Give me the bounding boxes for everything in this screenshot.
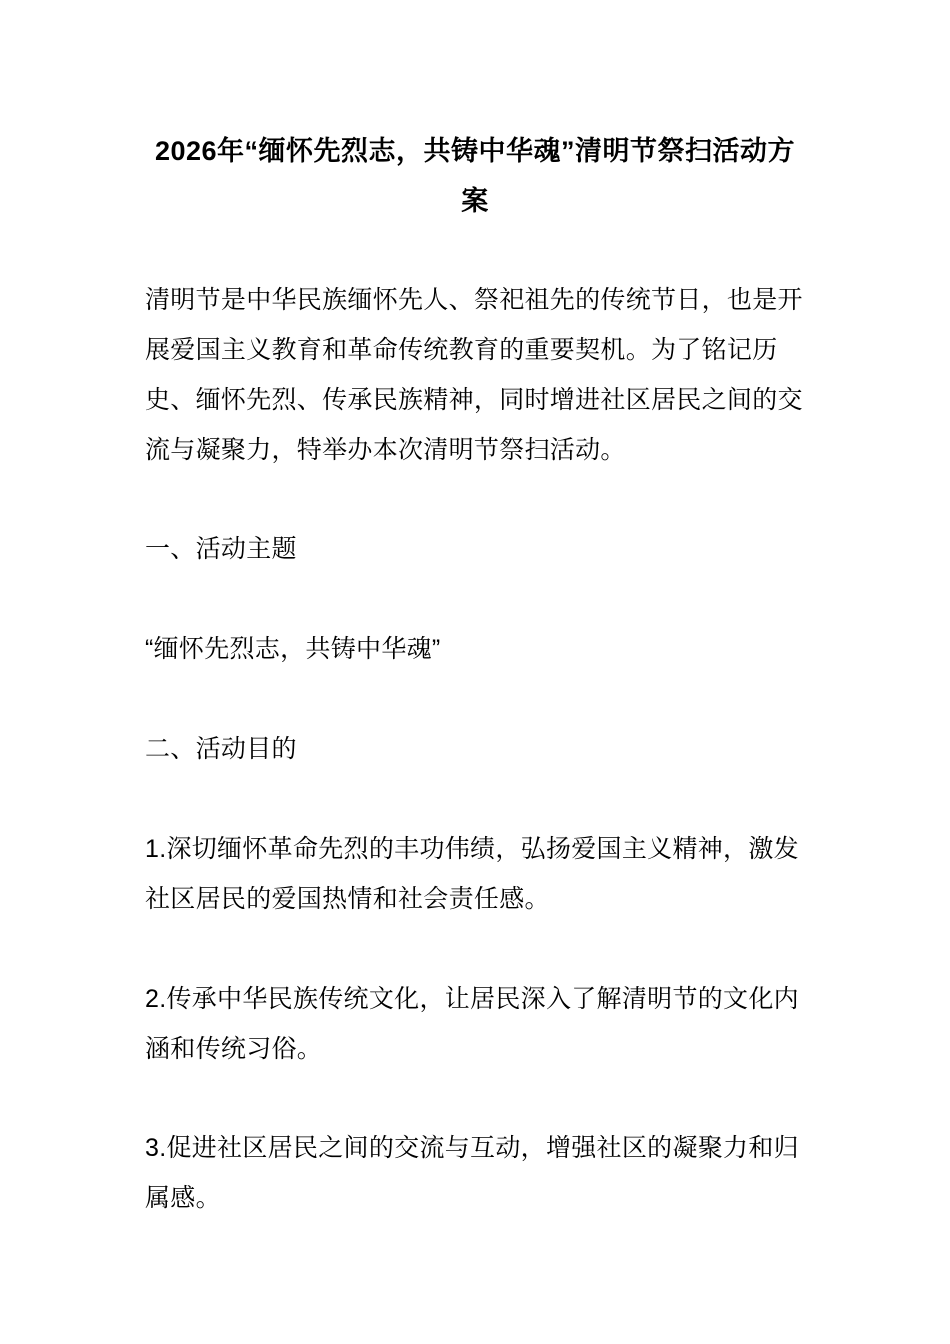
purpose-item-1: 1.深切缅怀革命先烈的丰功伟绩，弘扬爱国主义精神，激发社区居民的爱国热情和社会责任感。: [145, 835, 799, 913]
document-title: 2026年“缅怀先烈志，共铸中华魂”清明节祭扫活动方案: [154, 136, 796, 216]
purpose-item-3: 3.促进社区居民之间的交流与互动，增强社区的凝聚力和归属感。: [145, 1134, 799, 1212]
intro-paragraph: 清明节是中华民族缅怀先人、祭祀祖先的传统节日，也是开展爱国主义教育和革命传统教育的重要契机。为了铭记历史、缅怀先烈、传承民族精神，同时增进社区居民之间的交流与凝聚力，特举办本次清明节祭扫活动。: [145, 286, 803, 464]
section-heading-theme: 一、活动主题: [145, 535, 297, 563]
theme-text: “缅怀先烈志，共铸中华魂”: [145, 635, 441, 663]
purpose-item-2: 2.传承中华民族传统文化，让居民深入了解清明节的文化内涵和传统习俗。: [145, 985, 799, 1063]
section-heading-purpose: 二、活动目的: [145, 735, 297, 763]
